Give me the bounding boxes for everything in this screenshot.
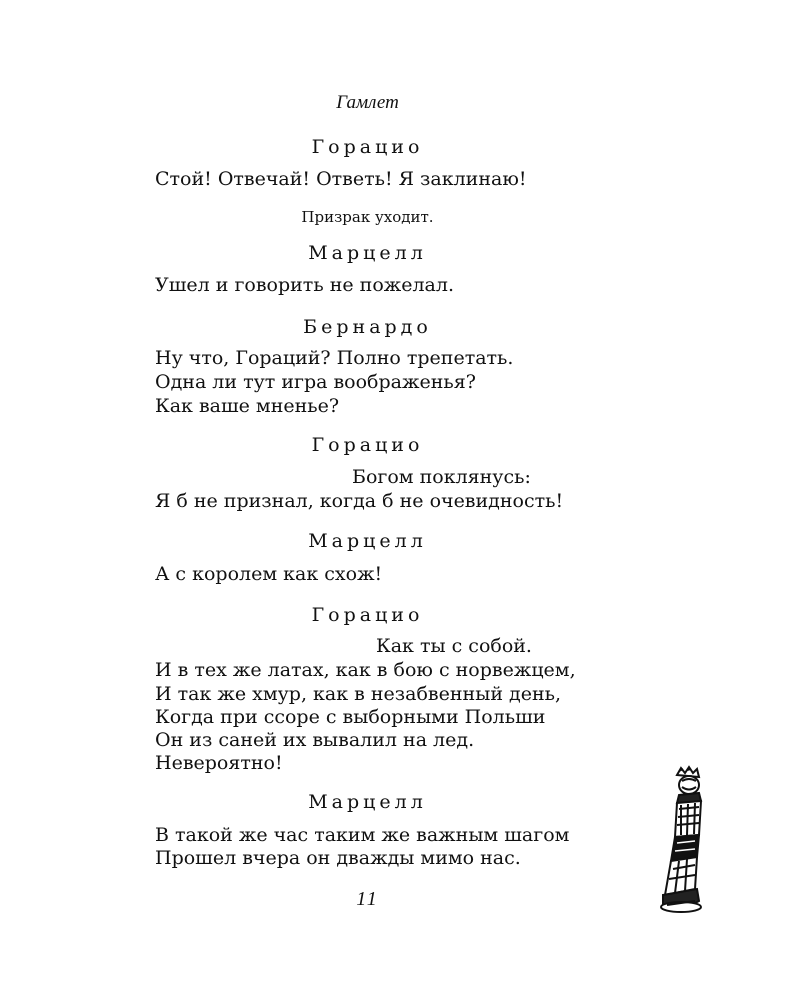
running-head: Гамлет: [336, 92, 399, 113]
page-number: 11: [356, 888, 379, 910]
chess-piece-icon: [655, 765, 715, 915]
verse-line: Стой! Отвечай! Ответь! Я заклинаю!: [155, 168, 527, 190]
speaker-name: Марцелл: [308, 791, 427, 813]
verse-line: Одна ли тут игра воображенья?: [155, 371, 476, 393]
verse-line: Богом поклянусь:: [352, 466, 531, 488]
verse-line: В такой же час таким же важным шагом: [155, 824, 570, 846]
speaker-name: Марцелл: [308, 242, 427, 264]
verse-line: Прошел вчера он дважды мимо нас.: [155, 847, 521, 869]
verse-line: Как ваше мненье?: [155, 395, 340, 417]
verse-line: Ну что, Гораций? Полно трепетать.: [155, 347, 514, 369]
verse-line: И в тех же латах, как в бою с норвежцем,: [155, 659, 576, 681]
verse-line: И так же хмур, как в незабвенный день,: [155, 683, 562, 705]
verse-line: Как ты с собой.: [376, 635, 532, 657]
verse-line: Невероятно!: [155, 752, 283, 774]
speaker-name: Горацио: [311, 434, 424, 456]
verse-line: А с королем как схож!: [155, 563, 383, 585]
verse-line: Он из саней их вывалил на лед.: [155, 729, 475, 751]
stage-direction: Призрак уходит.: [301, 208, 434, 226]
verse-line: Я б не признал, когда б не очевидность!: [155, 490, 564, 512]
speaker-name: Горацио: [311, 604, 424, 626]
speaker-name: Марцелл: [308, 530, 427, 552]
speaker-name: Бернардо: [303, 316, 432, 338]
verse-line: Когда при ссоре с выборными Польши: [155, 706, 546, 728]
speaker-name: Горацио: [311, 136, 424, 158]
verse-line: Ушел и говорить не пожелал.: [155, 274, 454, 296]
